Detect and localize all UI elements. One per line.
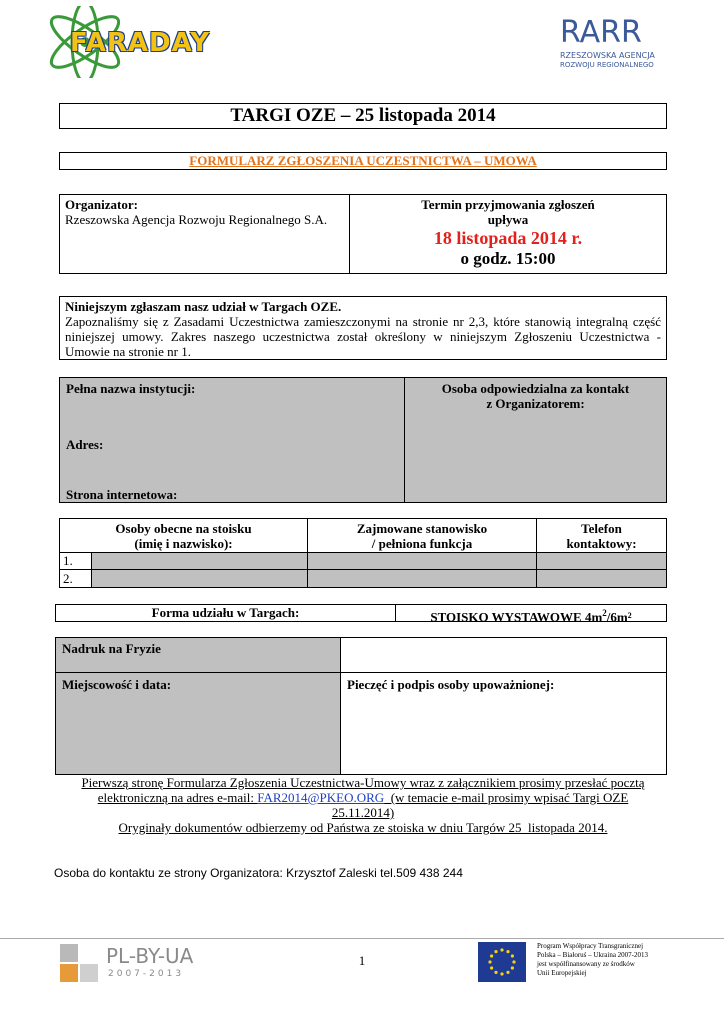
- program-line1: Program Współpracy Transgranicznej: [537, 942, 644, 950]
- staff-header-col1-line2: (imię i nazwisko):: [134, 536, 233, 551]
- staff-header-col2-line2: / pełniona funkcja: [371, 536, 473, 551]
- declaration-body: Zapoznaliśmy się z Zasadami Uczestnictwa zamieszczonymi na stronie nr 2,3, które stanowią integralną część niniejszej umowy. Zakres naszego uczestnictwa został określony w niniejszym Zgłoszeniu Uczestnictwa - Umowie na stronie nr 1.: [65, 314, 661, 359]
- rarr-logo-icon: RARR: [560, 15, 642, 50]
- place-date-cell[interactable]: Miejscowość i data:: [56, 673, 341, 774]
- staff-phone-cell[interactable]: [537, 570, 666, 587]
- institution-website-label: Strona internetowa:: [66, 487, 178, 502]
- row-number: 2.: [63, 571, 73, 586]
- participation-label: Forma udziału w Targach:: [56, 605, 396, 621]
- program-line2: Polska – Białoruś – Ukraina 2007-2013: [537, 951, 649, 959]
- eu-flag: [478, 942, 526, 982]
- participation-value: [396, 605, 666, 625]
- rarr-logo: [560, 15, 680, 76]
- staff-name-cell[interactable]: [91, 553, 308, 569]
- organizer-label: Organizator:: [65, 197, 138, 212]
- frieze-label-cell: Nadruk na Fryzie: [56, 638, 341, 673]
- staff-table: [59, 518, 667, 588]
- eu-flag-icon: [478, 942, 526, 982]
- contact-line1: Osoba odpowiedzialna za kontakt: [441, 381, 630, 396]
- participation-box: [55, 604, 667, 625]
- institution-name-label: Pełna nazwa instytucji:: [66, 381, 196, 396]
- submission-line2: [40, 790, 686, 805]
- signature-table: [55, 637, 667, 775]
- plbyua-logo-icon: [60, 944, 100, 984]
- declaration-heading: Niniejszym zgłaszam nasz udział w Targach OZE.: [65, 299, 342, 314]
- deadline-time: o godz. 15:00: [460, 249, 556, 268]
- plbyua-logo-text: PL-BY-UA: [106, 944, 194, 968]
- page-title: TARGI OZE – 25 listopada 2014: [59, 103, 667, 129]
- staff-position-cell[interactable]: [308, 553, 537, 569]
- frieze-value-cell[interactable]: [341, 638, 666, 673]
- submission-line2-after: (w temacie e-mail prosimy wpisać Targi OZE: [384, 790, 629, 805]
- plbyua-logo-years: 2007-2013: [108, 969, 185, 979]
- faraday-logo: [40, 6, 210, 78]
- deadline-cell: [350, 195, 666, 273]
- submission-line1: Pierwszą stronę Formularza Zgłoszenia Uczestnictwa-Umowy wraz z załącznikiem prosimy przesłać pocztą: [81, 775, 645, 790]
- staff-header-col1: [60, 519, 308, 553]
- rarr-logo-line2: ROZWOJU REGIONALNEGO: [560, 61, 654, 69]
- submission-line3: 25.11.2014): [331, 805, 395, 820]
- organizer-box: [59, 194, 667, 274]
- institution-address-label: Adres:: [66, 437, 104, 452]
- program-line4: Unii Europejskiej: [537, 969, 587, 977]
- deadline-date: 18 listopada 2014 r.: [433, 228, 583, 248]
- staff-name-cell[interactable]: [91, 570, 308, 587]
- deadline-line2: upływa: [487, 212, 529, 227]
- submission-line2-before: elektroniczną na adres e-mail:: [97, 790, 258, 805]
- rarr-logo-line1: RZESZOWSKA AGENCJA: [560, 51, 655, 60]
- staff-header-col3-line2: kontaktowy:: [566, 536, 637, 551]
- staff-header-col1-line1: Osoby obecne na stoisku: [115, 521, 252, 536]
- form-subtitle: FORMULARZ ZGŁOSZENIA UCZESTNICTWA – UMOWA: [59, 152, 667, 170]
- submission-line4: Oryginały dokumentów odbierzemy od Państwa ze stoiska w dniu Targów 25 listopada 2014.: [118, 820, 608, 835]
- participation-value-prefix: STOISKO WYSTAWOWE 4m: [430, 609, 603, 625]
- footer-divider: [0, 938, 724, 939]
- organizer-cell: [60, 195, 350, 273]
- contact-line2: z Organizatorem:: [486, 396, 585, 411]
- staff-header-col2-line1: Zajmowane stanowisko: [356, 521, 488, 536]
- participation-value-suffix: /6m²: [606, 609, 632, 625]
- row-number: 1.: [63, 553, 73, 568]
- institution-left: [60, 378, 405, 502]
- submission-note: [40, 775, 686, 835]
- faraday-logo-text: FARADAY: [70, 28, 211, 58]
- table-row: [60, 553, 666, 570]
- staff-header-col3-line1: Telefon: [581, 521, 622, 536]
- staff-position-cell[interactable]: [308, 570, 537, 587]
- email-link[interactable]: FAR2014@PKEO.ORG: [257, 790, 385, 805]
- staff-header-col2: [308, 519, 537, 553]
- program-line3: jest współfinansowany ze środków: [537, 960, 635, 968]
- institution-box: [59, 377, 667, 503]
- plbyua-logo: [60, 942, 210, 990]
- program-info: [537, 942, 677, 978]
- deadline-line1: Termin przyjmowania zgłoszeń: [421, 197, 595, 212]
- organizer-contact: Osoba do kontaktu ze strony Organizatora: Krzysztof Zaleski tel.509 438 244: [54, 866, 463, 880]
- staff-header-col3: [537, 519, 666, 553]
- stamp-signature-cell[interactable]: Pieczęć i podpis osoby upoważnionej:: [347, 677, 555, 692]
- page-number: 1: [358, 953, 366, 968]
- table-row: [60, 570, 666, 587]
- staff-phone-cell[interactable]: [537, 553, 666, 569]
- participation-value-sup: 2: [602, 608, 607, 618]
- contact-person-cell: [405, 381, 666, 411]
- declaration-box: [59, 296, 667, 360]
- organizer-name: Rzeszowska Agencja Rozwoju Regionalnego S.A.: [65, 212, 328, 227]
